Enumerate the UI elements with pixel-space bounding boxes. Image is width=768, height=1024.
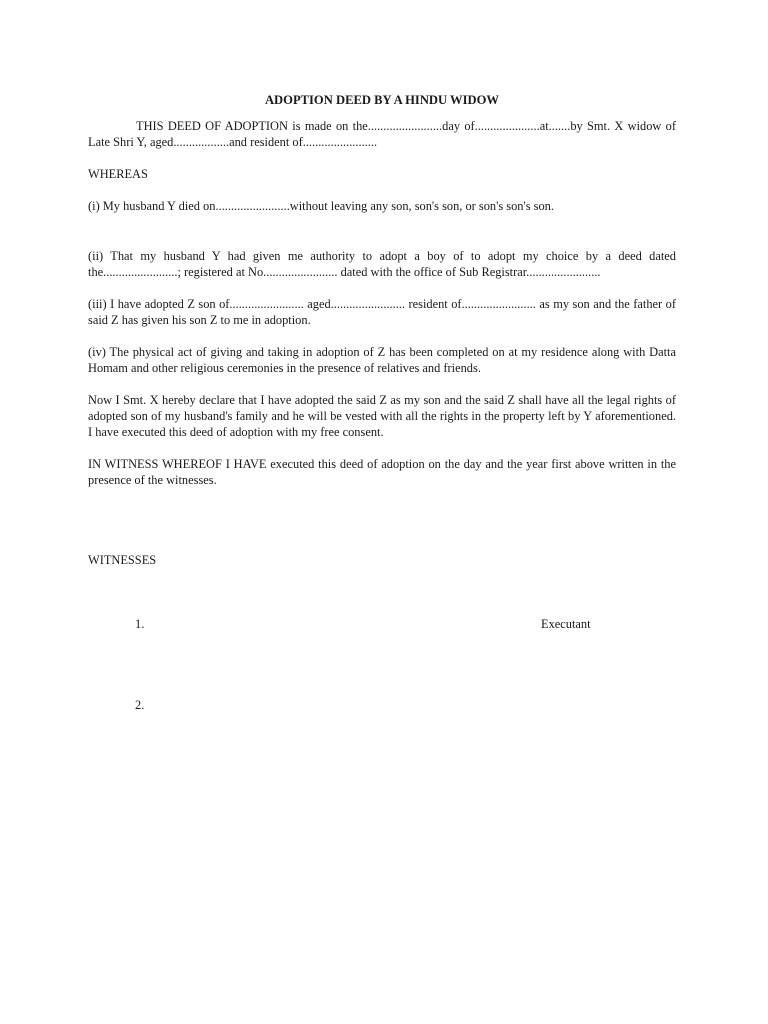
witness-row-2: [88, 697, 676, 713]
witnesses-heading: WITNESSES: [88, 553, 157, 567]
intro-paragraph: THIS DEED OF ADOPTION is made on the........................day of.....................at.......by Smt. X widow of Late Shri Y, aged..................and resident of........................: [88, 119, 676, 149]
clause-4: (iv) The physical act of giving and taking in adoption of Z has been completed on at my residence along with Datta Homam and other religious ceremonies in the presence of relatives and friends.: [88, 345, 676, 375]
clause-2: (ii) That my husband Y had given me authority to adopt a boy of to adopt my choice by a deed dated the........................; registered at No........................ dated with the office of Sub Registrar........................: [88, 249, 676, 279]
witness-2-number: 2.: [135, 698, 145, 712]
clause-1: (i) My husband Y died on........................without leaving any son, son's son, or son's son's son.: [88, 199, 554, 213]
declaration-paragraph: Now I Smt. X hereby declare that I have adopted the said Z as my son and the said Z shall have all the legal rights of adopted son of my husband's family and he will be vested with all the rights in the property left by Y aforementioned. I have executed this deed of adoption with my free consent.: [88, 393, 676, 439]
witness-clause: IN WITNESS WHEREOF I HAVE executed this deed of adoption on the day and the year first above written in the presence of the witnesses.: [88, 457, 676, 487]
document-body: [88, 92, 676, 713]
executant-label: Executant: [541, 617, 591, 631]
witness-row-1: [88, 616, 676, 632]
witness-1-number: 1.: [135, 617, 145, 631]
document-title: ADOPTION DEED BY A HINDU WIDOW: [264, 93, 500, 107]
clause-3: (iii) I have adopted Z son of........................ aged........................ resident of........................ as my son and the father of said Z has given his son Z to me in adoption.: [88, 297, 676, 327]
whereas-heading: WHEREAS: [88, 167, 148, 181]
